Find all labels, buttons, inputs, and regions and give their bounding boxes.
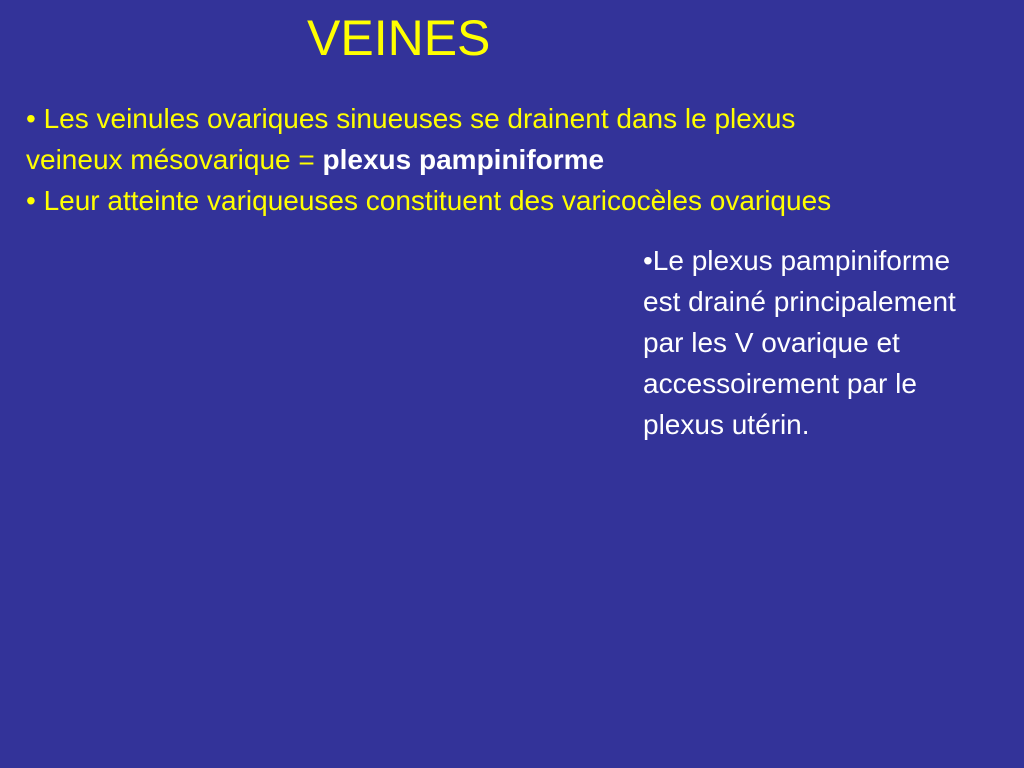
side-note-line-4: accessoirement par le (643, 368, 917, 399)
bullet-1-prefix: veineux mésovarique = (26, 144, 323, 175)
side-note-line-3: par les V ovarique et (643, 327, 900, 358)
slide-title: VEINES (307, 10, 491, 66)
bullet-1-line-1: • Les veinules ovariques sinueuses se drainent dans le plexus (26, 103, 796, 134)
side-note-line-5: plexus utérin. (643, 409, 810, 440)
bullet-1-highlight: plexus pampiniforme (322, 144, 605, 175)
bullet-item-1 (26, 98, 1016, 180)
bullet-1-line-2 (26, 139, 1016, 180)
bullet-list (26, 98, 1016, 221)
side-note-line-1: •Le plexus pampiniforme (643, 245, 951, 276)
bullet-2-text: • Leur atteinte variqueuses constituent des varicocèles ovariques (26, 185, 832, 216)
side-note-line-2: est drainé principalement (643, 286, 956, 317)
bullet-item-2 (26, 180, 1016, 221)
side-note (643, 240, 1021, 445)
